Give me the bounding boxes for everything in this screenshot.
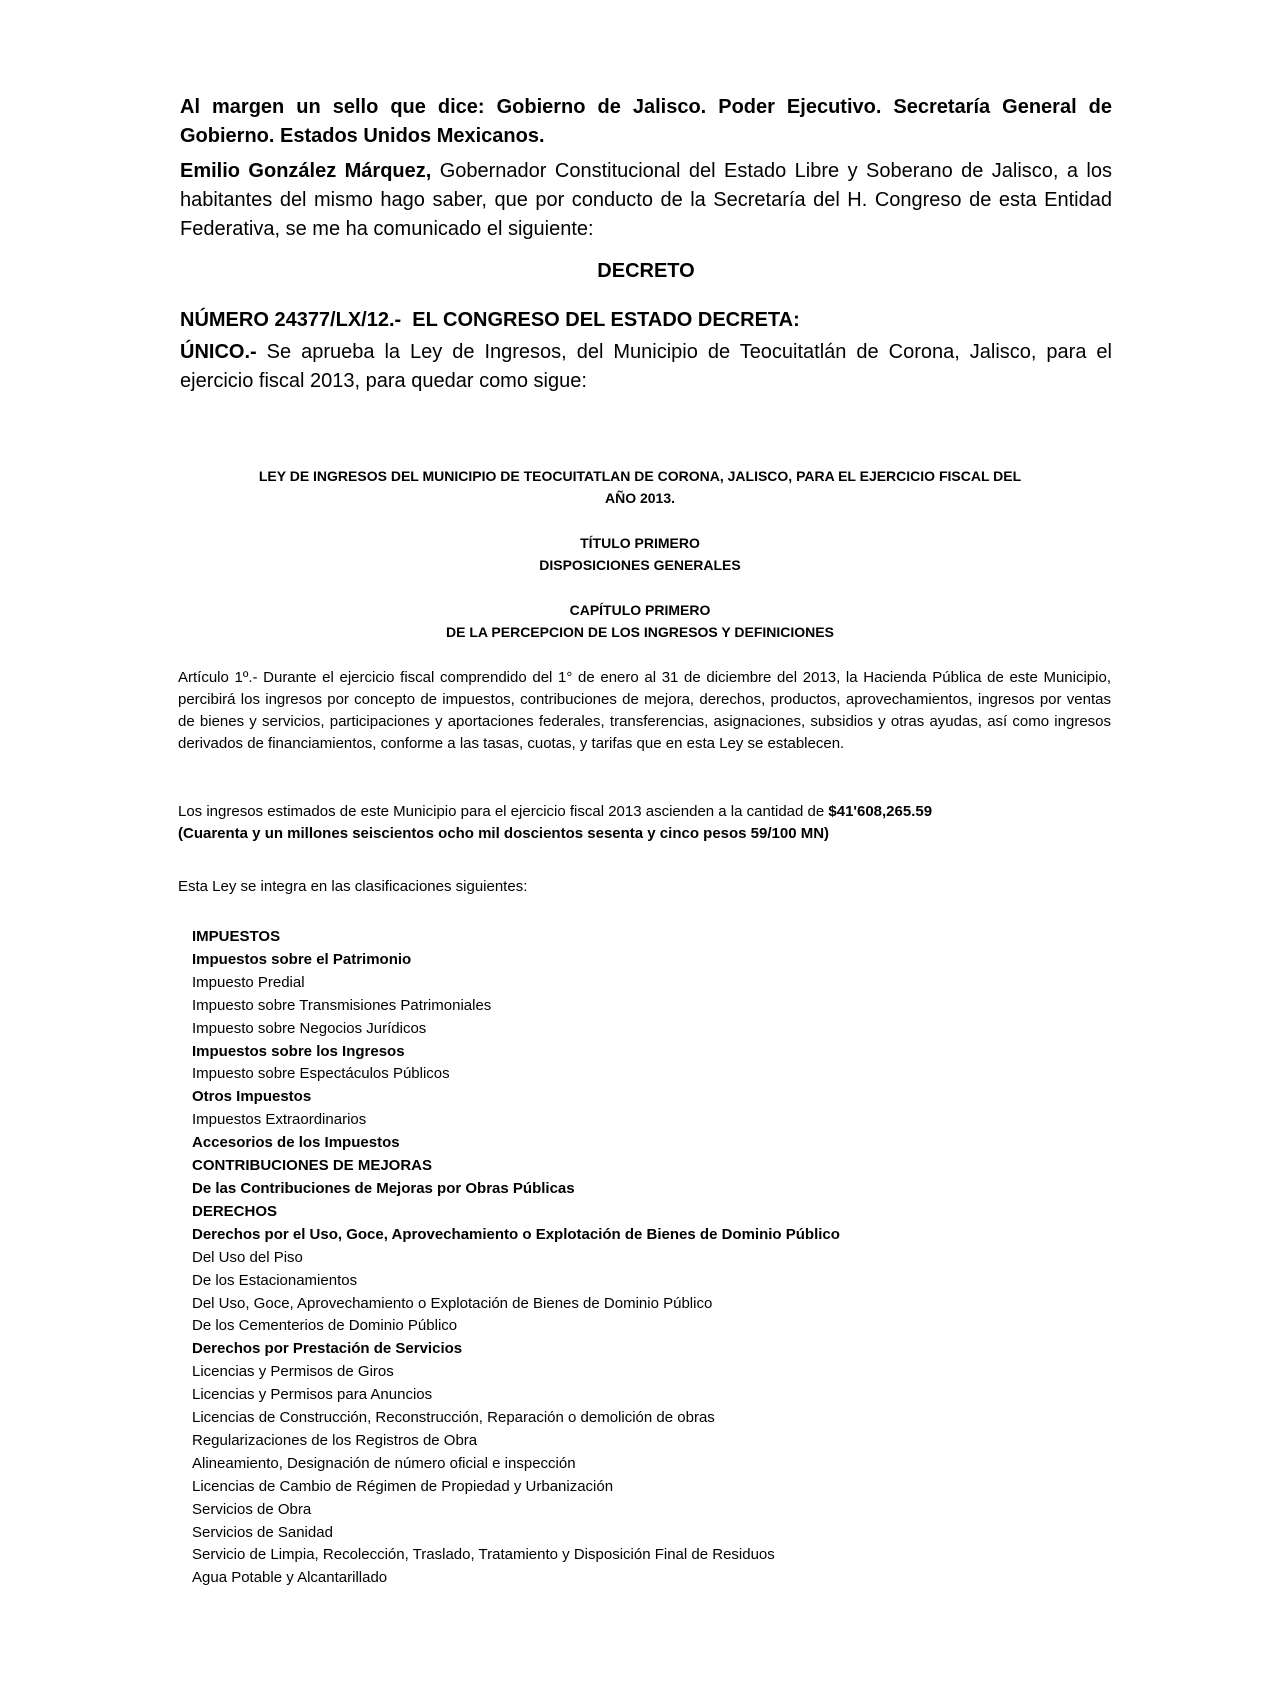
classification-list bbox=[192, 926, 840, 1590]
classification-item: Regularizaciones de los Registros de Obra bbox=[192, 1431, 478, 1449]
decree-number: NÚMERO 24377/LX/12.- EL CONGRESO DEL ESTADO DECRETA: bbox=[180, 309, 800, 331]
classification-item: Licencias y Permisos de Giros bbox=[192, 1363, 394, 1381]
governor-name: Emilio González Márquez, bbox=[180, 160, 432, 182]
classification-item: Derechos por el Uso, Goce, Aprovechamiento o Explotación de Bienes de Dominio Público bbox=[192, 1225, 840, 1243]
classification-item: Agua Potable y Alcantarillado bbox=[192, 1569, 388, 1587]
estimate-words: (Cuarenta y un millones seiscientos ocho mil doscientos sesenta y cinco pesos 59/100 MN) bbox=[178, 825, 830, 842]
classification-item: Licencias y Permisos para Anuncios bbox=[192, 1386, 433, 1404]
classification-item: Licencias de Construcción, Reconstrucción, Reparación o demolición de obras bbox=[192, 1409, 715, 1427]
unico-paragraph bbox=[180, 338, 1112, 396]
classification-item: Del Uso, Goce, Aprovechamiento o Explotación de Bienes de Dominio Público bbox=[192, 1294, 713, 1312]
classification-item: Impuesto sobre Negocios Jurídicos bbox=[192, 1019, 427, 1037]
estimate-amount: $41'608,265.59 bbox=[828, 803, 933, 820]
decree-title: DECRETO bbox=[597, 260, 695, 282]
classification-item: Accesorios de los Impuestos bbox=[192, 1134, 400, 1152]
classification-item: Licencias de Cambio de Régimen de Propiedad y Urbanización bbox=[192, 1477, 614, 1495]
law-title-line-1: LEY DE INGRESOS DEL MUNICIPIO DE TEOCUITATLAN DE CORONA, JALISCO, PARA EL EJERCICIO FISCAL DEL bbox=[258, 468, 1022, 484]
unico-text: Se aprueba la Ley de Ingresos, del Municipio de Teocuitatlán de Corona, Jalisco, para el ejercicio fiscal 2013, para quedar como sigue: bbox=[180, 341, 1112, 392]
classification-item: Impuestos sobre los Ingresos bbox=[192, 1042, 405, 1060]
classification-item: Impuesto sobre Espectáculos Públicos bbox=[192, 1065, 450, 1083]
article-1: Artículo 1º.- Durante el ejercicio fiscal comprendido del 1° de enero al 31 de diciembre del 2013, la Hacienda Pública de este Municipio, percibirá los ingresos por concepto de impuestos, contribuciones de mejora, derechos, productos, aprovechamientos, ingresos por ventas de bienes y servicios, participaciones y aportaciones federales, transferencias, asignaciones, subsidios y otras ayudas, así como ingresos derivados de financiamientos, conforme a las tasas, cuotas, y tarifas que en esta Ley se establecen. bbox=[178, 669, 1111, 752]
titulo-name: DISPOSICIONES GENERALES bbox=[539, 557, 741, 573]
classification-item: Derechos por Prestación de Servicios bbox=[192, 1340, 463, 1358]
classification-item: Otros Impuestos bbox=[192, 1088, 312, 1106]
capitulo-name: DE LA PERCEPCION DE LOS INGRESOS Y DEFINICIONES bbox=[446, 624, 834, 640]
classification-item: De los Estacionamientos bbox=[192, 1271, 358, 1289]
classification-item: DERECHOS bbox=[192, 1202, 278, 1220]
governor-text: Gobernador Constitucional del Estado Libre y Soberano de Jalisco, a los habitantes del mismo hago saber, que por conducto de la Secretaría del H. Congreso de esta Entidad Federativa, se me ha comunicado el siguiente: bbox=[180, 160, 1112, 240]
classification-item: De las Contribuciones de Mejoras por Obras Públicas bbox=[192, 1179, 575, 1197]
classification-item: Alineamiento, Designación de número oficial e inspección bbox=[192, 1454, 576, 1472]
estimate-paragraph bbox=[178, 801, 1111, 845]
classification-item: Del Uso del Piso bbox=[192, 1248, 303, 1266]
classification-item: Impuesto sobre Transmisiones Patrimoniales bbox=[192, 996, 492, 1014]
classification-item: Impuesto Predial bbox=[192, 973, 305, 991]
classification-item: Servicio de Limpia, Recolección, Traslado, Tratamiento y Disposición Final de Residuos bbox=[192, 1546, 775, 1564]
classification-item: CONTRIBUCIONES DE MEJORAS bbox=[192, 1157, 433, 1175]
classification-item: Servicios de Sanidad bbox=[192, 1523, 333, 1541]
classification-item: IMPUESTOS bbox=[192, 928, 281, 945]
law-title-line-2: AÑO 2013. bbox=[604, 490, 676, 506]
unico-label: ÚNICO.- bbox=[180, 341, 257, 363]
classification-item: Servicios de Obra bbox=[192, 1500, 312, 1518]
governor-paragraph bbox=[180, 157, 1112, 244]
seal-paragraph: Al margen un sello que dice: Gobierno de Jalisco. Poder Ejecutivo. Secretaría General de Gobierno. Estados Unidos Mexicanos. bbox=[180, 96, 1112, 147]
classification-item: De los Cementerios de Dominio Público bbox=[192, 1317, 458, 1335]
capitulo-heading: CAPÍTULO PRIMERO bbox=[569, 602, 711, 618]
classification-item: Impuestos Extraordinarios bbox=[192, 1111, 367, 1129]
titulo-heading: TÍTULO PRIMERO bbox=[580, 535, 700, 551]
classification-item: Impuestos sobre el Patrimonio bbox=[192, 950, 412, 968]
classification-intro: Esta Ley se integra en las clasificaciones siguientes: bbox=[178, 878, 528, 895]
estimate-text: Los ingresos estimados de este Municipio para el ejercicio fiscal 2013 ascienden a la cantidad de bbox=[178, 803, 829, 820]
